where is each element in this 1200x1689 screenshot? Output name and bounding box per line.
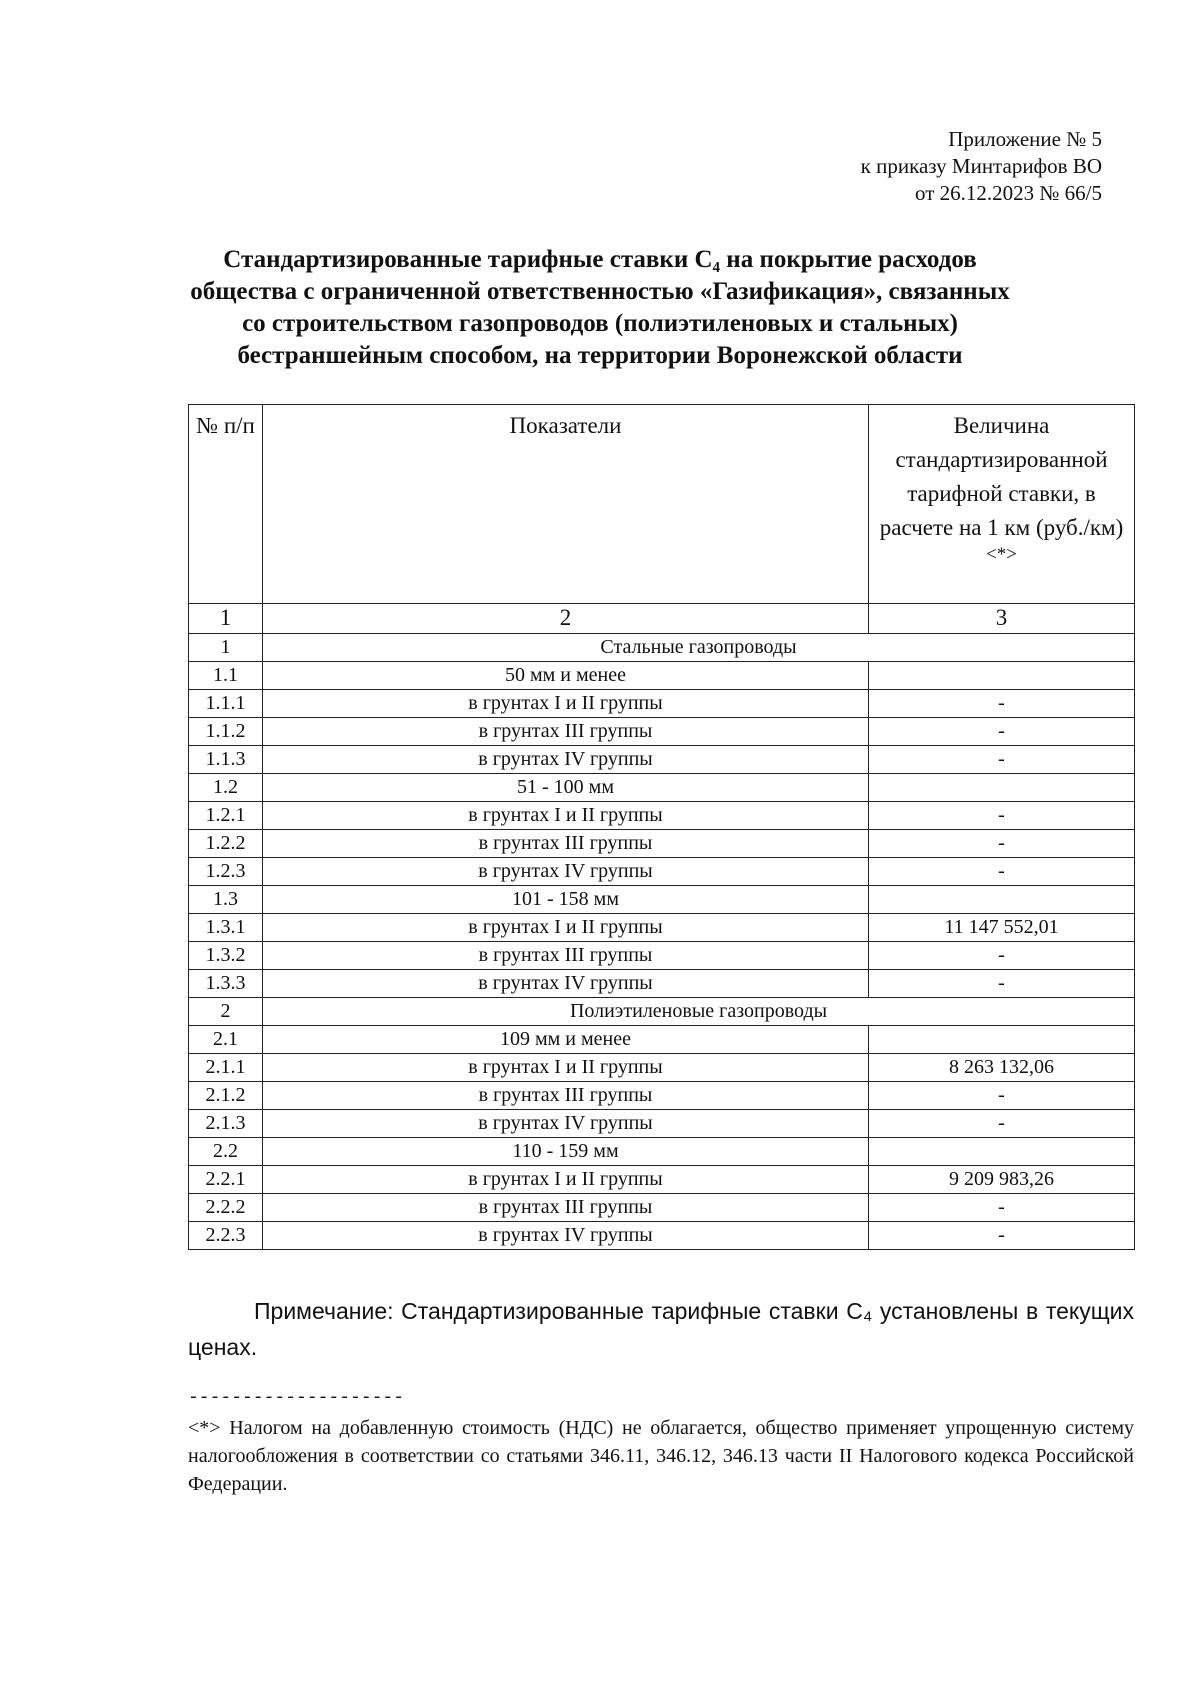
table-row bbox=[189, 1166, 1135, 1194]
row-value: - bbox=[869, 1110, 1135, 1138]
table-row bbox=[189, 914, 1135, 942]
table-row bbox=[189, 1194, 1135, 1222]
row-number: 1.1.3 bbox=[189, 746, 263, 774]
row-label: в грунтах III группы bbox=[263, 718, 869, 746]
table-row bbox=[189, 1138, 1135, 1166]
table-row bbox=[189, 746, 1135, 774]
row-value: 9 209 983,26 bbox=[869, 1166, 1135, 1194]
section-title: Стальные газопроводы bbox=[263, 634, 1135, 662]
row-value: - bbox=[869, 942, 1135, 970]
row-number: 1.1.2 bbox=[189, 718, 263, 746]
row-value: - bbox=[869, 1194, 1135, 1222]
table-section-row bbox=[189, 634, 1135, 662]
table-row bbox=[189, 1082, 1135, 1110]
row-label: 51 - 100 мм bbox=[263, 774, 869, 802]
header-indicators: Показатели bbox=[263, 405, 869, 604]
table-row bbox=[189, 1110, 1135, 1138]
column-number-1: 1 bbox=[189, 604, 263, 634]
row-label: 101 - 158 мм bbox=[263, 886, 869, 914]
row-value: - bbox=[869, 690, 1135, 718]
title-line-4: бестраншейным способом, на территории Воронежской области bbox=[237, 342, 963, 369]
row-number: 1.2.2 bbox=[189, 830, 263, 858]
row-label: в грунтах IV группы bbox=[263, 1222, 869, 1250]
appendix-date: от 26.12.2023 № 66/5 bbox=[914, 181, 1102, 205]
table-row bbox=[189, 774, 1135, 802]
row-number: 2.2.2 bbox=[189, 1194, 263, 1222]
row-label: в грунтах I и II группы bbox=[263, 1166, 869, 1194]
table-header-row bbox=[189, 405, 1135, 604]
header-rate-footnote-mark: <*> bbox=[986, 544, 1017, 565]
row-value bbox=[869, 1026, 1135, 1054]
row-label: в грунтах I и II группы bbox=[263, 802, 869, 830]
row-number: 1.2.1 bbox=[189, 802, 263, 830]
row-value: - bbox=[869, 970, 1135, 998]
row-value: 8 263 132,06 bbox=[869, 1054, 1135, 1082]
appendix-number: Приложение № 5 bbox=[948, 127, 1102, 151]
row-number: 1.3.1 bbox=[189, 914, 263, 942]
row-label: 110 - 159 мм bbox=[263, 1138, 869, 1166]
row-number: 2.2.3 bbox=[189, 1222, 263, 1250]
row-label: в грунтах III группы bbox=[263, 1082, 869, 1110]
row-value: - bbox=[869, 802, 1135, 830]
row-number: 1 bbox=[189, 634, 263, 662]
row-value bbox=[869, 1138, 1135, 1166]
title-line-2: общества с ограниченной ответственностью «Газификация», связанных bbox=[190, 278, 1010, 305]
row-number: 1.1 bbox=[189, 662, 263, 690]
footnote-divider: -------------------- bbox=[188, 1388, 405, 1408]
table-row bbox=[189, 942, 1135, 970]
row-number: 1.3.2 bbox=[189, 942, 263, 970]
column-numbers-row bbox=[189, 604, 1135, 634]
appendix-header bbox=[861, 126, 1102, 207]
row-value: 11 147 552,01 bbox=[869, 914, 1135, 942]
row-value bbox=[869, 886, 1135, 914]
row-label: в грунтах III группы bbox=[263, 1194, 869, 1222]
row-value: - bbox=[869, 746, 1135, 774]
column-number-2: 2 bbox=[263, 604, 869, 634]
title-line-1: Стандартизированные тарифные ставки С₄ на покрытие расходов bbox=[223, 246, 977, 273]
table-section-row bbox=[189, 998, 1135, 1026]
appendix-order: к приказу Минтарифов ВО bbox=[860, 154, 1102, 178]
row-number: 2.1.3 bbox=[189, 1110, 263, 1138]
row-label: в грунтах III группы bbox=[263, 830, 869, 858]
row-number: 2 bbox=[189, 998, 263, 1026]
row-label: 50 мм и менее bbox=[263, 662, 869, 690]
column-number-3: 3 bbox=[869, 604, 1135, 634]
table-row bbox=[189, 1222, 1135, 1250]
header-rate bbox=[869, 405, 1135, 604]
row-label: 109 мм и менее bbox=[263, 1026, 869, 1054]
footnote-text: <*> Налогом на добавленную стоимость (НДС) не облагается, общество применяет упрощенную систему налогообложения в соответствии со статьями 346.11, 346.12, 346.13 части II Налогового кодекса Российской Федерации. bbox=[188, 1417, 1134, 1495]
row-number: 2.1.1 bbox=[189, 1054, 263, 1082]
table-row bbox=[189, 830, 1135, 858]
table-row bbox=[189, 1054, 1135, 1082]
header-number: № п/п bbox=[189, 405, 263, 604]
row-number: 1.3 bbox=[189, 886, 263, 914]
row-number: 1.2.3 bbox=[189, 858, 263, 886]
row-number: 1.2 bbox=[189, 774, 263, 802]
section-title: Полиэтиленовые газопроводы bbox=[263, 998, 1135, 1026]
row-value bbox=[869, 774, 1135, 802]
row-label: в грунтах I и II группы bbox=[263, 690, 869, 718]
row-value bbox=[869, 662, 1135, 690]
row-value: - bbox=[869, 830, 1135, 858]
table-row bbox=[189, 690, 1135, 718]
table-row bbox=[189, 970, 1135, 998]
table-row bbox=[189, 662, 1135, 690]
row-value: - bbox=[869, 858, 1135, 886]
row-number: 2.1.2 bbox=[189, 1082, 263, 1110]
row-label: в грунтах IV группы bbox=[263, 970, 869, 998]
table-row bbox=[189, 1026, 1135, 1054]
note-text: Примечание: Стандартизированные тарифные ставки С₄ установлены в текущих ценах. bbox=[188, 1298, 1134, 1360]
row-value: - bbox=[869, 718, 1135, 746]
document-title bbox=[150, 244, 1050, 372]
table-body bbox=[189, 634, 1135, 1250]
row-label: в грунтах I и II группы bbox=[263, 914, 869, 942]
row-value: - bbox=[869, 1222, 1135, 1250]
tariff-table bbox=[188, 404, 1135, 1250]
row-number: 2.2 bbox=[189, 1138, 263, 1166]
row-label: в грунтах IV группы bbox=[263, 858, 869, 886]
row-label: в грунтах IV группы bbox=[263, 1110, 869, 1138]
title-line-3: со строительством газопроводов (полиэтиленовых и стальных) bbox=[242, 310, 958, 337]
row-number: 2.2.1 bbox=[189, 1166, 263, 1194]
table-row bbox=[189, 858, 1135, 886]
row-number: 1.1.1 bbox=[189, 690, 263, 718]
header-rate-text: Величина стандартизированной тарифной ставки, в расчете на 1 км (руб./км) bbox=[879, 413, 1124, 540]
row-value: - bbox=[869, 1082, 1135, 1110]
table-row bbox=[189, 718, 1135, 746]
row-label: в грунтах I и II группы bbox=[263, 1054, 869, 1082]
row-label: в грунтах IV группы bbox=[263, 746, 869, 774]
row-number: 2.1 bbox=[189, 1026, 263, 1054]
table-row bbox=[189, 802, 1135, 830]
table-row bbox=[189, 886, 1135, 914]
row-number: 1.3.3 bbox=[189, 970, 263, 998]
row-label: в грунтах III группы bbox=[263, 942, 869, 970]
